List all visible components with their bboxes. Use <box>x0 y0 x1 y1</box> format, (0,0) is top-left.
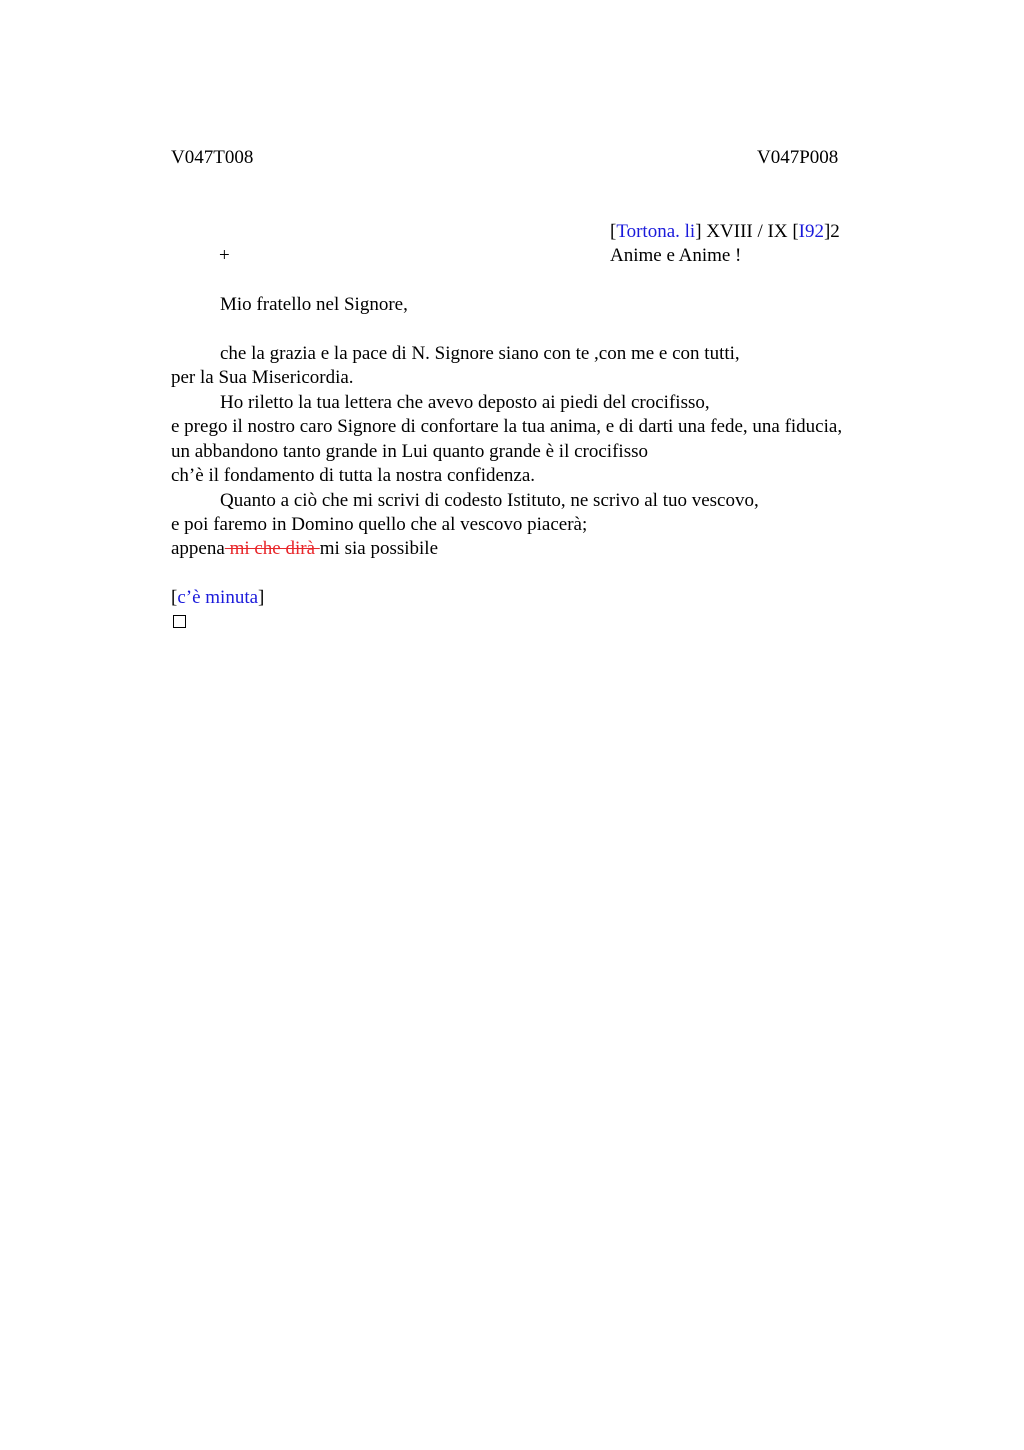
body-line-3: Ho riletto la tua lettera che avevo deposto ai piedi del crocifisso, <box>220 392 710 413</box>
document-code-left: V047T008 <box>171 147 254 168</box>
dateline-year-bracket-open: [ <box>792 221 799 242</box>
dateline <box>610 220 840 244</box>
body-line-7: Quanto a ciò che mi scrivi di codesto Istituto, ne scrivo al tuo vescovo, <box>220 490 759 511</box>
body-line-1: che la grazia e la pace di N. Signore siano con te ,con me e con tutti, <box>220 343 740 364</box>
struck-deletion: mi che dirà <box>224 538 320 559</box>
editorial-note-text: c’è minuta <box>177 587 259 608</box>
cross-mark: + <box>219 245 230 266</box>
body-line-9-end: mi sia possibile <box>319 538 439 559</box>
dateline-place-editorial: Tortona. li <box>616 221 696 242</box>
editorial-note-close: ] <box>258 587 265 608</box>
dateline-year-bracket-close: ] <box>823 221 831 242</box>
dateline-bracket-close: ] <box>695 221 702 242</box>
editorial-note <box>171 586 264 610</box>
motto: Anime e Anime ! <box>610 245 742 266</box>
body-line-9 <box>171 537 438 561</box>
dateline-bracket-open: [ <box>610 221 617 242</box>
editorial-note-open: [ <box>171 587 178 608</box>
body-line-5: un abbandono tanto grande in Lui quanto grande è il crocifisso <box>171 441 648 462</box>
document-code-right: V047P008 <box>757 147 839 168</box>
dateline-date: XVIII / IX <box>701 221 793 242</box>
end-box-icon <box>173 615 186 628</box>
body-line-4: e prego il nostro caro Signore di confortare la tua anima, e di darti una fede, una fiducia, <box>171 416 843 437</box>
dateline-year-editorial: I92 <box>798 221 824 242</box>
body-line-8: e poi faremo in Domino quello che al vescovo piacerà; <box>171 514 588 535</box>
body-line-2: per la Sua Misericordia. <box>171 367 354 388</box>
dateline-year-end: 2 <box>830 221 840 242</box>
body-line-6: ch’è il fondamento di tutta la nostra confidenza. <box>171 465 536 486</box>
salutation: Mio fratello nel Signore, <box>220 294 408 315</box>
body-line-9-start: appena <box>171 538 225 559</box>
